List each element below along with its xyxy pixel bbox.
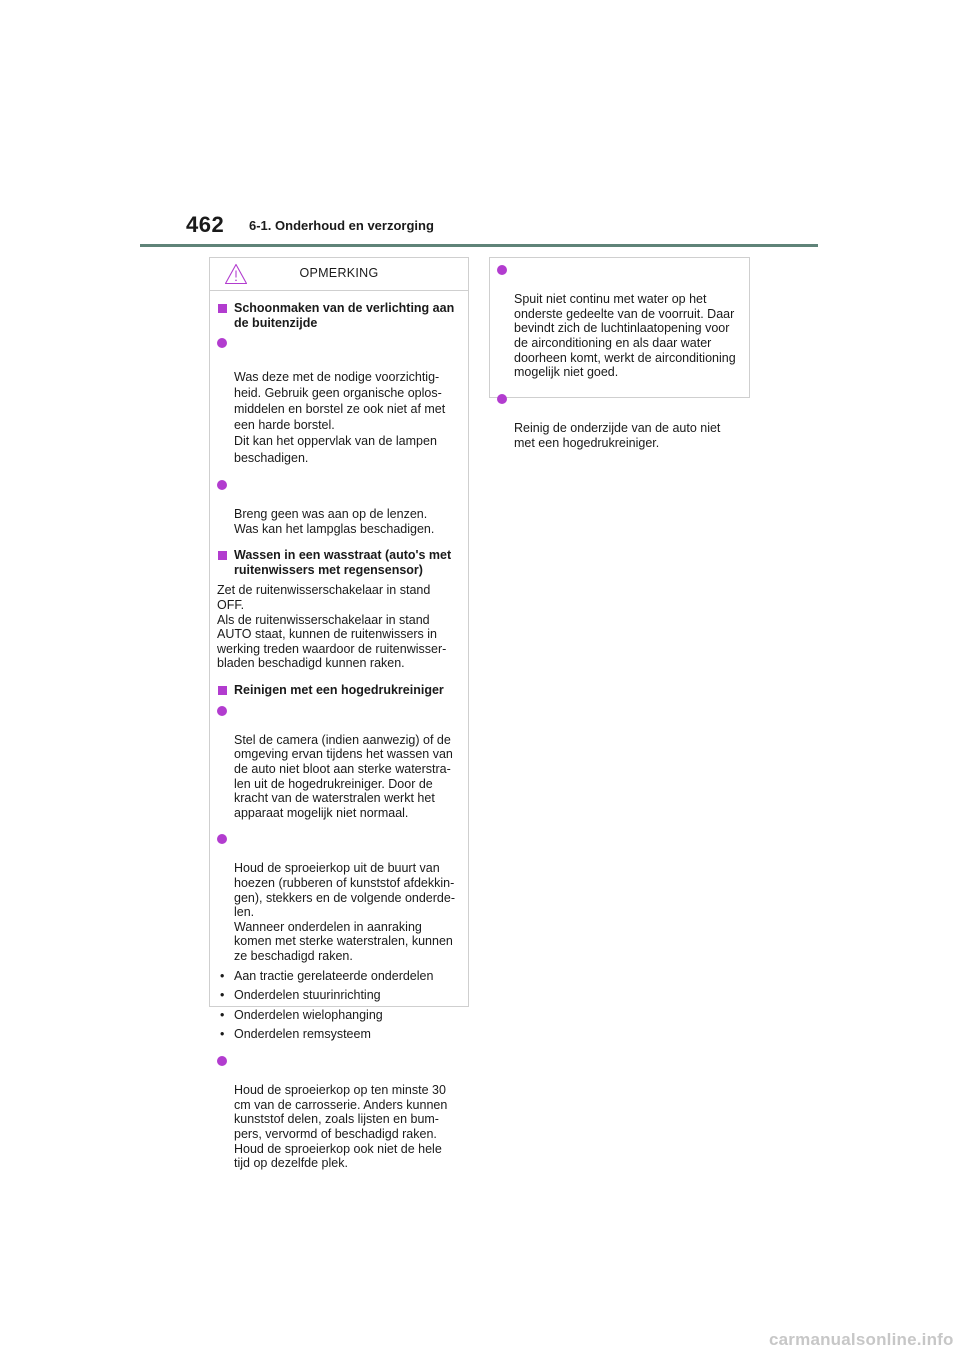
- heading-text: Reinigen met een hogedrukreiniger: [234, 682, 444, 697]
- round-bullet-icon: [217, 1056, 227, 1066]
- item-text: Houd de sproeierkop uit de buurt van hoezen (rubberen of kunststof afdekkin- gen), stekkers en de volgende onderde- len. Wanneer onderdelen in aanraking komen met sterke waterstralen, kunnen ze beschadigd raken.: [234, 861, 455, 964]
- caution-content-continued: [490, 258, 749, 450]
- square-bullet-icon: [218, 686, 227, 695]
- caution-header: [210, 258, 468, 291]
- sub-item-text: Onderdelen stuurinrichting: [234, 988, 381, 1003]
- list-item: [217, 704, 461, 821]
- item-text: Was deze met de nodige voorzichtig- heid. Gebruik geen organische oplos- middelen en borstel ze ook niet af met een harde borstel. Dit kan het oppervlak van de lampen beschadigen.: [234, 369, 446, 465]
- round-bullet-icon: [217, 706, 227, 716]
- round-bullet-icon: [217, 338, 227, 348]
- section-title: 6-1. Onderhoud en verzorging: [249, 218, 434, 233]
- list-item: [497, 263, 742, 380]
- heading-lighting: [217, 301, 461, 330]
- heading-pressure-washer: [217, 683, 461, 698]
- list-item: [497, 392, 742, 450]
- square-bullet-icon: [218, 304, 227, 313]
- round-bullet-icon: [497, 394, 507, 404]
- caution-content: [210, 291, 468, 1171]
- header-rule: [140, 244, 818, 247]
- item-text: Houd de sproeierkop op ten minste 30 cm van de carrosserie. Anders kunnen kunststof delen, zoals lijsten en bum- pers, vervormd of beschadigd raken. Houd de sproeierkop ook niet de hele tijd op dezelfde plek.: [234, 1083, 448, 1171]
- item-text: Stel de camera (indien aanwezig) of de omgeving ervan tijdens het wassen van de auto niet bloot aan sterke waterstra- len uit de hogedrukreiniger. Door de kracht van de waterstralen werkt het apparaat mogelijk niet normaal.: [234, 732, 453, 820]
- sub-list-item: [217, 969, 461, 984]
- heading-text: Schoonmaken van de verlichting aan de buitenzijde: [234, 301, 455, 330]
- list-item: [217, 1054, 461, 1171]
- round-bullet-icon: [497, 265, 507, 275]
- sub-item-text: Aan tractie gerelateerde onderdelen: [234, 968, 434, 983]
- round-bullet-icon: [217, 834, 227, 844]
- round-bullet-icon: [217, 480, 227, 490]
- sub-list-item: [217, 1027, 461, 1042]
- item-text: Reinig de onderzijde van de auto niet met een hogedrukreiniger.: [514, 420, 721, 450]
- paragraph: Zet de ruitenwisserschakelaar in stand OFF. Als de ruitenwisserschakelaar in stand AUTO staat, kunnen de ruitenwissers in werking treden waardoor de ruitenwisser- bladen beschadigd kunnen raken.: [217, 583, 447, 671]
- list-item: [217, 478, 461, 536]
- caution-box-right: [489, 257, 750, 450]
- sub-list-item: [217, 1008, 461, 1023]
- sub-list-item: [217, 988, 461, 1003]
- caution-box-left: [209, 257, 469, 1171]
- dot-marker: •: [220, 988, 225, 1003]
- sub-item-text: Onderdelen wielophanging: [234, 1007, 383, 1022]
- dot-marker: •: [220, 1007, 225, 1022]
- item-text: Spuit niet continu met water op het onderste gedeelte van de voorruit. Daar bevindt zich de luchtinlaatopening voor de airconditioning en als daar water doorheen komt, werkt de airconditioning mogelijk niet goed.: [514, 292, 736, 380]
- dot-marker: •: [220, 1027, 225, 1042]
- dot-marker: •: [220, 968, 225, 983]
- heading-car-wash: [217, 548, 461, 577]
- square-bullet-icon: [218, 551, 227, 560]
- page-number: 462: [186, 212, 225, 237]
- sub-item-text: Onderdelen remsysteem: [234, 1027, 371, 1042]
- list-item: [217, 336, 461, 466]
- item-text: Breng geen was aan op de lenzen. Was kan het lampglas beschadigen.: [234, 507, 435, 536]
- footer-watermark: carmanualsonline.info: [769, 1330, 954, 1349]
- heading-text: Wassen in een wasstraat (auto's met ruitenwissers met regensensor): [234, 548, 452, 577]
- list-item: [217, 832, 461, 963]
- caution-label: OPMERKING: [299, 266, 379, 280]
